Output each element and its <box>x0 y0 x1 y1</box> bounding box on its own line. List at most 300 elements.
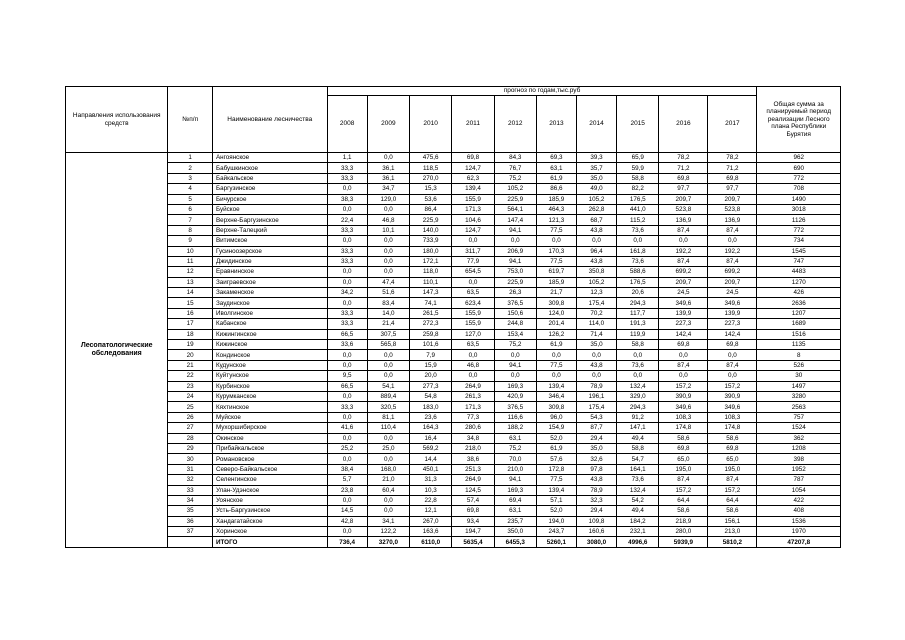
value-2008: 33,3 <box>327 225 367 235</box>
forestry-name: Муйское <box>212 412 327 422</box>
value-2013: 0,0 <box>536 236 576 246</box>
value-2010: 733,9 <box>410 236 452 246</box>
value-2017: 97,7 <box>708 184 757 194</box>
value-2009: 36,1 <box>367 173 409 183</box>
value-2009: 889,4 <box>367 391 409 401</box>
value-2016: 87,4 <box>659 256 708 266</box>
value-2009: 0,0 <box>367 360 409 370</box>
row-total: 426 <box>757 288 841 298</box>
row-total: 1524 <box>757 423 841 433</box>
table-row <box>66 163 841 173</box>
value-2013: 619,7 <box>536 267 576 277</box>
table-row <box>66 308 841 318</box>
value-2011: 34,8 <box>452 433 494 443</box>
value-2017: 58,6 <box>708 433 757 443</box>
value-2016: 87,4 <box>659 360 708 370</box>
header-year-2009: 2009 <box>367 96 409 153</box>
value-2016: 280,0 <box>659 527 708 537</box>
value-2014: 175,4 <box>576 298 616 308</box>
value-2014: 0,0 <box>576 236 616 246</box>
table-row <box>66 329 841 339</box>
row-total: 1689 <box>757 319 841 329</box>
row-total: 1545 <box>757 246 841 256</box>
value-2011: 218,0 <box>452 443 494 453</box>
value-2014: 70,2 <box>576 308 616 318</box>
row-number: 5 <box>168 194 213 204</box>
value-2011: 155,9 <box>452 308 494 318</box>
value-2008: 22,4 <box>327 215 367 225</box>
value-2010: 270,0 <box>410 173 452 183</box>
value-2011: 623,4 <box>452 298 494 308</box>
value-2010: 569,2 <box>410 443 452 453</box>
value-2011: 194,7 <box>452 527 494 537</box>
value-2015: 73,6 <box>617 475 659 485</box>
value-2009: 122,2 <box>367 527 409 537</box>
value-2011: 155,9 <box>452 194 494 204</box>
value-2008: 0,0 <box>327 236 367 246</box>
forestry-name: Витимское <box>212 236 327 246</box>
table-row <box>66 340 841 350</box>
value-2009: 54,1 <box>367 381 409 391</box>
value-2010: 172,1 <box>410 256 452 266</box>
value-2009: 0,0 <box>367 267 409 277</box>
forestry-name: Мухоршибирское <box>212 423 327 433</box>
forestry-name: Кижинское <box>212 340 327 350</box>
value-2008: 42,8 <box>327 516 367 526</box>
value-2013: 126,2 <box>536 329 576 339</box>
value-2016: 97,7 <box>659 184 708 194</box>
value-2009: 21,4 <box>367 319 409 329</box>
forestry-name: Заиграевское <box>212 277 327 287</box>
table-row <box>66 391 841 401</box>
table-row <box>66 215 841 225</box>
row-number: 16 <box>168 308 213 318</box>
value-2016: 0,0 <box>659 350 708 360</box>
grand-total: 47207,8 <box>757 537 841 547</box>
table-row <box>66 475 841 485</box>
value-2016: 69,8 <box>659 443 708 453</box>
value-2013: 139,4 <box>536 381 576 391</box>
value-2008: 66,5 <box>327 329 367 339</box>
value-2015: 73,6 <box>617 256 659 266</box>
value-2009: 0,0 <box>367 204 409 214</box>
row-total: 1126 <box>757 215 841 225</box>
table-row <box>66 412 841 422</box>
value-2008: 0,0 <box>327 527 367 537</box>
value-2010: 54,8 <box>410 391 452 401</box>
table-row <box>66 506 841 516</box>
value-2013: 77,5 <box>536 360 576 370</box>
row-number: 2 <box>168 163 213 173</box>
row-total: 690 <box>757 163 841 173</box>
value-2014: 109,8 <box>576 516 616 526</box>
row-total: 8 <box>757 350 841 360</box>
forestry-name: Заудинское <box>212 298 327 308</box>
value-2014: 43,8 <box>576 360 616 370</box>
value-2015: 49,4 <box>617 506 659 516</box>
value-2009: 0,0 <box>367 495 409 505</box>
forestry-name: Иволгинское <box>212 308 327 318</box>
value-2008: 33,3 <box>327 163 367 173</box>
forestry-name: Гусиноозерское <box>212 246 327 256</box>
value-2016: 24,5 <box>659 288 708 298</box>
value-2009: 0,0 <box>367 454 409 464</box>
value-2013: 124,0 <box>536 308 576 318</box>
value-2011: 0,0 <box>452 350 494 360</box>
forestry-name: Кудунское <box>212 360 327 370</box>
value-2010: 22,8 <box>410 495 452 505</box>
value-2013: 154,9 <box>536 423 576 433</box>
table-row <box>66 527 841 537</box>
value-2014: 43,8 <box>576 256 616 266</box>
value-2016: 142,4 <box>659 329 708 339</box>
value-2012: 94,1 <box>494 475 536 485</box>
value-2017: 69,8 <box>708 340 757 350</box>
value-2012: 75,2 <box>494 340 536 350</box>
value-2011: 38,6 <box>452 454 494 464</box>
value-2014: 0,0 <box>576 350 616 360</box>
row-number: 17 <box>168 319 213 329</box>
value-2014: 160,6 <box>576 527 616 537</box>
value-2011: 124,5 <box>452 485 494 495</box>
value-2013: 172,8 <box>536 464 576 474</box>
value-2014: 105,2 <box>576 194 616 204</box>
value-2012: 75,2 <box>494 443 536 453</box>
value-2008: 34,2 <box>327 288 367 298</box>
value-2016: 218,9 <box>659 516 708 526</box>
value-2014: 71,4 <box>576 329 616 339</box>
total-value-2014: 3080,0 <box>576 537 616 547</box>
forestry-name: Курбинское <box>212 381 327 391</box>
value-2017: 87,4 <box>708 475 757 485</box>
value-2011: 171,3 <box>452 402 494 412</box>
value-2009: 34,7 <box>367 184 409 194</box>
row-number: 33 <box>168 485 213 495</box>
value-2014: 78,9 <box>576 381 616 391</box>
value-2017: 58,6 <box>708 506 757 516</box>
value-2008: 0,0 <box>327 495 367 505</box>
value-2010: 163,6 <box>410 527 452 537</box>
value-2012: 63,1 <box>494 433 536 443</box>
value-2010: 475,6 <box>410 153 452 163</box>
value-2017: 0,0 <box>708 236 757 246</box>
table-row <box>66 443 841 453</box>
value-2013: 96,0 <box>536 412 576 422</box>
value-2016: 69,8 <box>659 173 708 183</box>
row-total: 1516 <box>757 329 841 339</box>
total-value-2010: 6110,0 <box>410 537 452 547</box>
row-total: 1490 <box>757 194 841 204</box>
table-row <box>66 267 841 277</box>
value-2008: 33,3 <box>327 402 367 412</box>
value-2010: 31,3 <box>410 475 452 485</box>
row-number: 20 <box>168 350 213 360</box>
row-number: 34 <box>168 495 213 505</box>
value-2011: 0,0 <box>452 236 494 246</box>
value-2009: 25,0 <box>367 443 409 453</box>
value-2015: 164,1 <box>617 464 659 474</box>
row-number: 22 <box>168 371 213 381</box>
value-2017: 87,4 <box>708 360 757 370</box>
table-row <box>66 371 841 381</box>
value-2017: 69,8 <box>708 173 757 183</box>
value-2014: 35,0 <box>576 340 616 350</box>
row-number: 31 <box>168 464 213 474</box>
value-2010: 118,0 <box>410 267 452 277</box>
value-2012: 235,7 <box>494 516 536 526</box>
value-2012: 210,0 <box>494 464 536 474</box>
value-2013: 185,9 <box>536 194 576 204</box>
value-2010: 267,0 <box>410 516 452 526</box>
header-direction: Направления использования средств <box>66 87 168 153</box>
value-2013: 77,5 <box>536 256 576 266</box>
value-2014: 43,8 <box>576 225 616 235</box>
value-2016: 174,8 <box>659 423 708 433</box>
row-total: 422 <box>757 495 841 505</box>
value-2014: 0,0 <box>576 371 616 381</box>
total-row-number-cell <box>168 537 213 547</box>
row-number: 13 <box>168 277 213 287</box>
value-2010: 225,9 <box>410 215 452 225</box>
row-total: 408 <box>757 506 841 516</box>
value-2015: 115,2 <box>617 215 659 225</box>
value-2011: 124,7 <box>452 225 494 235</box>
forestry-name: Баргузинское <box>212 184 327 194</box>
value-2016: 192,2 <box>659 246 708 256</box>
row-number: 35 <box>168 506 213 516</box>
value-2012: 0,0 <box>494 371 536 381</box>
value-2015: 191,3 <box>617 319 659 329</box>
value-2013: 309,8 <box>536 402 576 412</box>
value-2013: 194,0 <box>536 516 576 526</box>
value-2015: 329,0 <box>617 391 659 401</box>
row-total: 757 <box>757 412 841 422</box>
direction-label: Лесопатологические обследования <box>66 153 168 548</box>
forestry-name: Верхне-Баргузинское <box>212 215 327 225</box>
row-total: 1970 <box>757 527 841 537</box>
row-number: 10 <box>168 246 213 256</box>
value-2012: 376,5 <box>494 298 536 308</box>
header-year-2010: 2010 <box>410 96 452 153</box>
value-2015: 132,4 <box>617 381 659 391</box>
value-2010: 53,6 <box>410 194 452 204</box>
value-2014: 68,7 <box>576 215 616 225</box>
table-row <box>66 246 841 256</box>
value-2015: 294,3 <box>617 402 659 412</box>
value-2008: 25,2 <box>327 443 367 453</box>
value-2014: 29,4 <box>576 433 616 443</box>
total-value-2015: 4996,6 <box>617 537 659 547</box>
row-total: 734 <box>757 236 841 246</box>
total-value-2011: 5635,4 <box>452 537 494 547</box>
value-2010: 261,5 <box>410 308 452 318</box>
value-2012: 63,1 <box>494 506 536 516</box>
header-year-2016: 2016 <box>659 96 708 153</box>
value-2017: 523,8 <box>708 204 757 214</box>
value-2010: 140,0 <box>410 225 452 235</box>
value-2014: 262,8 <box>576 204 616 214</box>
value-2012: 350,0 <box>494 527 536 537</box>
value-2013: 61,9 <box>536 173 576 183</box>
value-2009: 10,1 <box>367 225 409 235</box>
row-number: 24 <box>168 391 213 401</box>
row-number: 8 <box>168 225 213 235</box>
value-2009: 83,4 <box>367 298 409 308</box>
row-number: 23 <box>168 381 213 391</box>
value-2017: 87,4 <box>708 225 757 235</box>
value-2016: 87,4 <box>659 475 708 485</box>
value-2017: 108,3 <box>708 412 757 422</box>
value-2009: 14,0 <box>367 308 409 318</box>
value-2011: 654,5 <box>452 267 494 277</box>
value-2010: 86,4 <box>410 204 452 214</box>
row-number: 7 <box>168 215 213 225</box>
value-2009: 60,4 <box>367 485 409 495</box>
value-2008: 38,3 <box>327 194 367 204</box>
value-2016: 349,6 <box>659 402 708 412</box>
value-2010: 23,6 <box>410 412 452 422</box>
value-2009: 0,0 <box>367 506 409 516</box>
row-number: 15 <box>168 298 213 308</box>
value-2016: 139,9 <box>659 308 708 318</box>
value-2013: 309,8 <box>536 298 576 308</box>
value-2009: 0,0 <box>367 371 409 381</box>
row-total: 1952 <box>757 464 841 474</box>
value-2009: 34,1 <box>367 516 409 526</box>
row-total: 398 <box>757 454 841 464</box>
value-2011: 62,3 <box>452 173 494 183</box>
value-2010: 15,3 <box>410 184 452 194</box>
table-row <box>66 277 841 287</box>
value-2015: 147,1 <box>617 423 659 433</box>
value-2013: 57,6 <box>536 454 576 464</box>
value-2013: 61,9 <box>536 443 576 453</box>
total-label: ИТОГО <box>212 537 327 547</box>
table-row <box>66 256 841 266</box>
value-2012: 188,2 <box>494 423 536 433</box>
table-row <box>66 495 841 505</box>
value-2012: 147,4 <box>494 215 536 225</box>
value-2012: 0,0 <box>494 236 536 246</box>
value-2012: 225,9 <box>494 194 536 204</box>
value-2013: 170,3 <box>536 246 576 256</box>
forest-plan-table <box>65 86 841 548</box>
value-2010: 14,4 <box>410 454 452 464</box>
value-2015: 73,6 <box>617 360 659 370</box>
value-2013: 77,5 <box>536 225 576 235</box>
value-2016: 349,6 <box>659 298 708 308</box>
value-2017: 195,0 <box>708 464 757 474</box>
forestry-name: Кондинское <box>212 350 327 360</box>
value-2017: 390,9 <box>708 391 757 401</box>
value-2017: 209,7 <box>708 194 757 204</box>
value-2011: 264,9 <box>452 475 494 485</box>
table-body <box>66 153 841 548</box>
header-year-2011: 2011 <box>452 96 494 153</box>
row-number: 11 <box>168 256 213 266</box>
row-number: 36 <box>168 516 213 526</box>
value-2008: 38,4 <box>327 464 367 474</box>
row-total: 708 <box>757 184 841 194</box>
value-2015: 65,9 <box>617 153 659 163</box>
value-2010: 164,3 <box>410 423 452 433</box>
value-2009: 110,4 <box>367 423 409 433</box>
value-2015: 59,9 <box>617 163 659 173</box>
value-2016: 136,9 <box>659 215 708 225</box>
value-2016: 58,6 <box>659 433 708 443</box>
header-total-sum: Общая сумма за планируемый период реализации Лесного плана Республики Бурятия <box>757 87 841 153</box>
value-2008: 0,0 <box>327 391 367 401</box>
value-2009: 168,0 <box>367 464 409 474</box>
row-number: 25 <box>168 402 213 412</box>
value-2011: 69,8 <box>452 506 494 516</box>
value-2017: 65,0 <box>708 454 757 464</box>
value-2010: 183,0 <box>410 402 452 412</box>
row-number: 1 <box>168 153 213 163</box>
value-2016: 0,0 <box>659 371 708 381</box>
row-total: 362 <box>757 433 841 443</box>
value-2012: 116,6 <box>494 412 536 422</box>
value-2010: 15,9 <box>410 360 452 370</box>
total-value-2012: 6455,3 <box>494 537 536 547</box>
value-2017: 78,2 <box>708 153 757 163</box>
value-2011: 0,0 <box>452 371 494 381</box>
row-total: 1208 <box>757 443 841 453</box>
table-row <box>66 225 841 235</box>
value-2012: 26,3 <box>494 288 536 298</box>
table-row <box>66 454 841 464</box>
forestry-name: Уоянское <box>212 495 327 505</box>
value-2017: 0,0 <box>708 371 757 381</box>
forestry-name: Кяхтинское <box>212 402 327 412</box>
value-2009: 47,4 <box>367 277 409 287</box>
value-2012: 376,5 <box>494 402 536 412</box>
value-2009: 0,0 <box>367 246 409 256</box>
row-total: 2636 <box>757 298 841 308</box>
forestry-name: Байкальское <box>212 173 327 183</box>
value-2016: 157,2 <box>659 485 708 495</box>
row-number: 28 <box>168 433 213 443</box>
header-row-number: №п/п <box>168 87 213 153</box>
value-2012: 94,1 <box>494 225 536 235</box>
value-2016: 699,2 <box>659 267 708 277</box>
value-2008: 0,0 <box>327 360 367 370</box>
table-row <box>66 433 841 443</box>
value-2017: 0,0 <box>708 350 757 360</box>
value-2008: 66,5 <box>327 381 367 391</box>
value-2017: 156,1 <box>708 516 757 526</box>
value-2012: 69,4 <box>494 495 536 505</box>
forestry-name: Куйтунское <box>212 371 327 381</box>
value-2008: 0,0 <box>327 267 367 277</box>
value-2011: 124,7 <box>452 163 494 173</box>
value-2011: 280,6 <box>452 423 494 433</box>
value-2011: 171,3 <box>452 204 494 214</box>
value-2017: 142,4 <box>708 329 757 339</box>
row-number: 12 <box>168 267 213 277</box>
row-total: 2563 <box>757 402 841 412</box>
value-2013: 346,4 <box>536 391 576 401</box>
value-2015: 0,0 <box>617 371 659 381</box>
value-2015: 441,0 <box>617 204 659 214</box>
value-2011: 77,9 <box>452 256 494 266</box>
forestry-name: Курумканское <box>212 391 327 401</box>
row-total: 1270 <box>757 277 841 287</box>
value-2016: 87,4 <box>659 225 708 235</box>
header-year-2012: 2012 <box>494 96 536 153</box>
table-row <box>66 236 841 246</box>
value-2014: 175,4 <box>576 402 616 412</box>
